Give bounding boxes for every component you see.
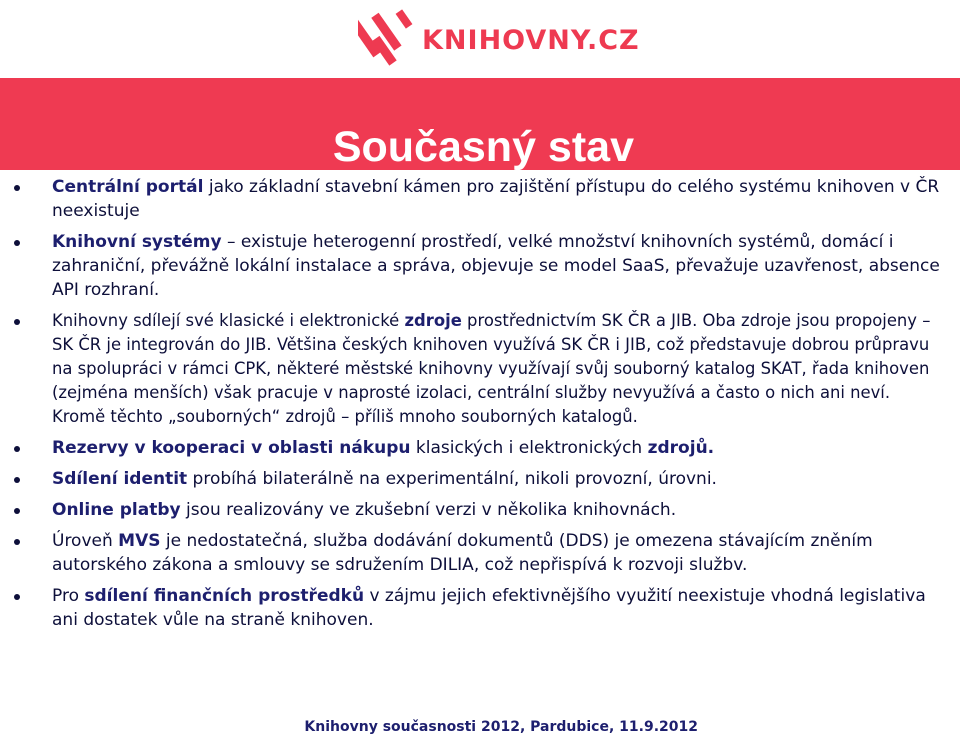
title-banner xyxy=(0,78,960,170)
bullet-text: Pro xyxy=(52,586,85,606)
logo-text: KNIHOVNY.CZ xyxy=(422,24,640,56)
bullet-highlight: Sdílení identit xyxy=(52,469,188,489)
bullet-highlight: zdroje xyxy=(404,311,462,330)
bullet-highlight: Knihovní systémy xyxy=(52,232,222,252)
bullet-item xyxy=(0,584,960,632)
bullet-item xyxy=(0,170,960,223)
bullet-text: Knihovny sdílejí své klasické i elektronické xyxy=(52,311,405,330)
slide-title: Současný stav xyxy=(332,122,634,171)
bullet-item xyxy=(0,230,960,302)
bullet-item xyxy=(0,309,960,429)
bullet-highlight: Rezervy v kooperaci v oblasti nákupu xyxy=(52,438,411,458)
bullet-text: probíhá bilaterálně na experimentální, nikoli provozní, úrovni. xyxy=(187,469,717,489)
bullet-text: Úroveň xyxy=(52,531,119,551)
bullet-text: klasických i elektronických xyxy=(410,438,648,458)
slide-footer: Knihovny současnosti 2012, Pardubice, 11.9.2012 xyxy=(304,719,698,735)
bullet-highlight: Online platby xyxy=(52,500,181,520)
bullet-text: v zájmu jejich efektivnějšího využití neexistuje vhodná legislativa ani dostatek vůle na straně knihoven. xyxy=(52,586,926,630)
bullet-list xyxy=(0,170,960,639)
logo-arrows-icon xyxy=(358,6,418,68)
bullet-highlight: zdrojů. xyxy=(647,438,715,458)
knihovny-logo xyxy=(358,6,640,68)
bullet-item xyxy=(0,529,960,577)
bullet-item xyxy=(0,436,960,460)
bullet-text: jsou realizovány ve zkušební verzi v několika knihovnách. xyxy=(180,500,677,520)
bullet-highlight: sdílení finančních prostředků xyxy=(84,586,365,606)
bullet-text: prostřednictvím SK ČR a JIB. Oba zdroje jsou propojeny – SK ČR je integrován do JIB. Většina českých knihoven využívá SK ČR i JIB, což představuje dobrou průpravu na spolupráci v rámci CPK, některé městské knihovny využívají svůj souborný katalog SKAT, řada knihoven (zejména menších) však pracuje v naprosté izolaci, centrální služby nevyužívá a často o nich ani neví. Kromě těchto „souborných“ zdrojů – příliš mnoho souborných katalogů. xyxy=(52,311,931,426)
bullet-highlight: MVS xyxy=(118,531,161,551)
bullet-highlight: Centrální portál xyxy=(52,177,204,197)
bullet-text: jako základní stavební kámen pro zajištění přístupu do celého systému knihoven v ČR neexistuje xyxy=(52,177,940,221)
bullet-text: je nedostatečná, služba dodávání dokumentů (DDS) je omezena stávajícím zněním autorského zákona a smlouvy se sdružením DILIA, což nepřispívá k rozvoji službv. xyxy=(52,531,873,575)
bullet-item xyxy=(0,498,960,522)
bullet-text: – existuje heterogenní prostředí, velké množství knihovních systémů, domácí i zahraniční, převážně lokální instalace a správa, objevuje se model SaaS, převažuje uzavřenost, absence API rozhraní. xyxy=(52,232,940,300)
bullet-item xyxy=(0,467,960,491)
